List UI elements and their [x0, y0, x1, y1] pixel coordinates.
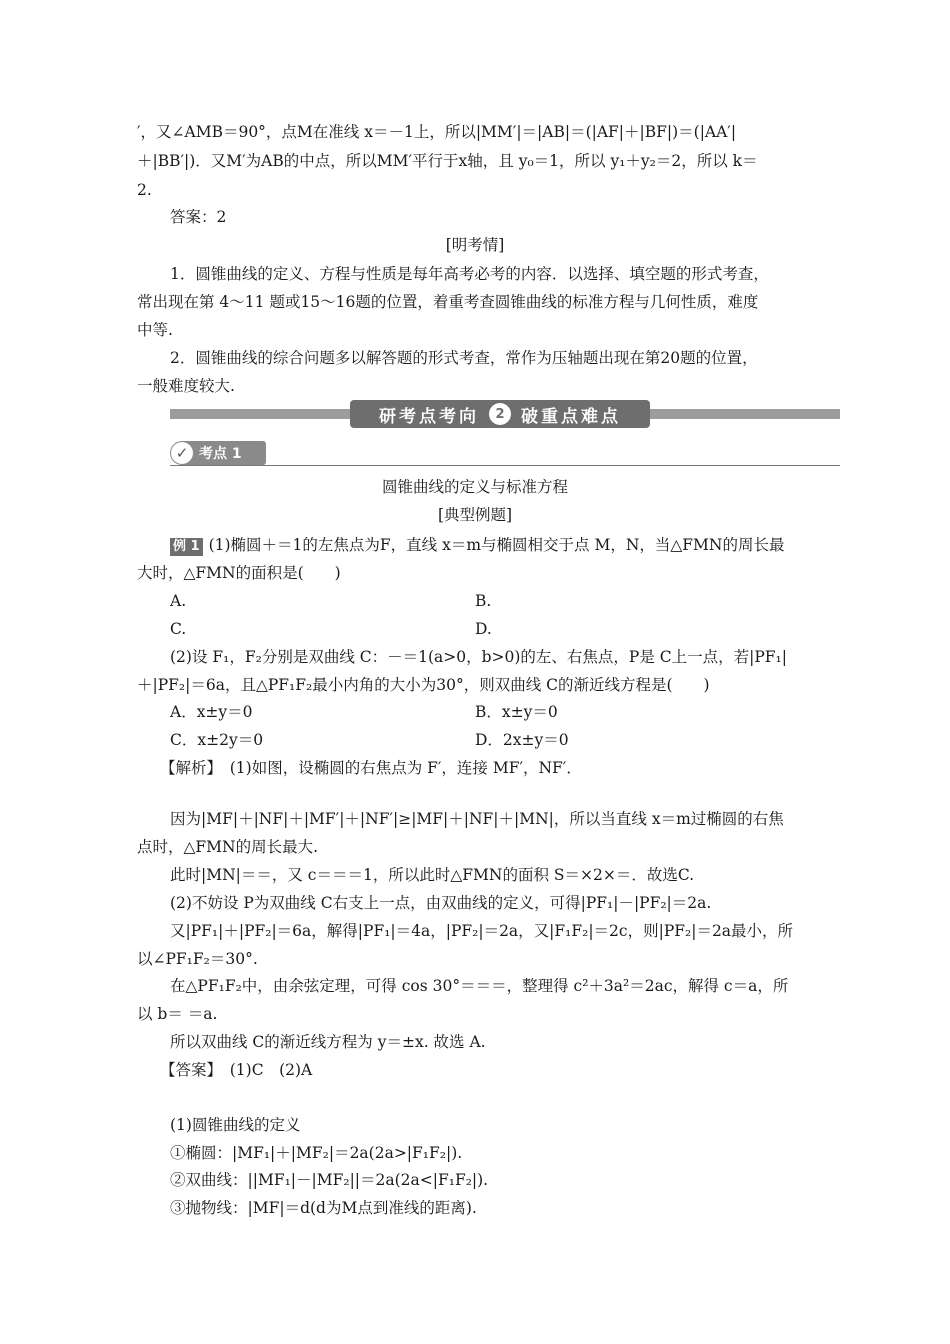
banner-left-text: 研考点考向: [379, 406, 479, 427]
text-line: 中等.: [137, 321, 173, 339]
text-line: 常出现在第 4～11 题或15～16题的位置，着重考查圆锥曲线的标准方程与几何性质，难度: [137, 293, 759, 311]
text-line: 以∠PF₁F₂＝30°.: [137, 950, 258, 968]
analysis-line: 【解析】 (1)如图，设椭圆的右焦点为 F′，连接 MF′，NF′．: [160, 759, 582, 777]
text-line: ①椭圆：|MF₁|＋|MF₂|＝2a(2a>|F₁F₂|).: [170, 1144, 463, 1162]
banner-right-text: 破重点难点: [521, 406, 621, 427]
option-b: B.: [475, 592, 492, 610]
text-line: 以 b＝ ＝a.: [137, 1005, 218, 1023]
kaodian-header: [170, 441, 840, 467]
subsection-heading: [典型例题]: [437, 506, 513, 524]
kaodian-label: 考点 1: [199, 446, 242, 462]
answer-line: 答案：2: [170, 208, 227, 226]
text-line: 此时|MN|＝＝，又 c＝＝＝1，所以此时△FMN的面积 S＝×2×＝．故选C.: [170, 866, 695, 884]
topic-title: 圆锥曲线的定义与标准方程: [381, 478, 568, 496]
kaodian-tag: [170, 441, 266, 465]
check-icon: ✓: [171, 442, 193, 464]
text-line: 因为|MF|＋|NF|＋|MF′|＋|NF′|≥|MF|＋|NF|＋|MN|，所以当直线 x＝m过椭圆的右焦: [170, 810, 784, 828]
text-line: (1)圆锥曲线的定义: [170, 1116, 301, 1134]
text-line: ＋|PF₂|＝6a，且△PF₁F₂最小内角的大小为30°，则双曲线 C的渐近线方程是( ): [137, 676, 710, 694]
text-line: ③抛物线：|MF|＝d(d为M点到准线的距离).: [170, 1199, 477, 1217]
text-line: (2)设 F₁，F₂分别是双曲线 C：－＝1(a>0，b>0)的左、右焦点，P是 C上一点，若|PF₁|: [170, 648, 787, 666]
text-line: 2．圆锥曲线的综合问题多以解答题的形式考查，常作为压轴题出现在第20题的位置，: [170, 349, 758, 367]
text-line: 所以双曲线 C的渐近线方程为 y＝±x. 故选 A.: [170, 1033, 486, 1051]
text-line: 2.: [137, 181, 152, 199]
section-banner: [170, 400, 840, 430]
text-line: 一般难度较大.: [137, 377, 235, 395]
option-b: B．x±y＝0: [475, 703, 558, 721]
example-text: (1)椭圆＋＝1的左焦点为F，直线 x＝m与椭圆相交于点 M，N，当△FMN的周长最: [208, 536, 785, 554]
option-d: D．2x±y＝0: [475, 731, 569, 749]
example-line: [170, 535, 785, 556]
banner-pill: [350, 400, 650, 428]
text-line: 点时，△FMN的周长最大.: [137, 838, 319, 856]
text-line: (2)不妨设 P为双曲线 C右支上一点，由双曲线的定义，可得|PF₁|－|PF₂|＝2a.: [170, 894, 712, 912]
answer-line: 【答案】 (1)C (2)A: [160, 1061, 313, 1079]
text-line: ′，又∠AMB＝90°，点M在准线 x＝－1上，所以|MM′|＝|AB|＝(|AF|＋|BF|)＝(|AA′|: [137, 123, 737, 141]
text-line: 又|PF₁|＋|PF₂|＝6a，解得|PF₁|＝4a，|PF₂|＝2a，又|F₁F₂|＝2c，则|PF₂|＝2a最小，所: [170, 922, 794, 940]
banner-number-icon: 2: [489, 403, 511, 425]
text-line: 大时，△FMN的面积是( ): [137, 564, 341, 582]
option-c: C．x±2y＝0: [170, 731, 264, 749]
example-tag: 例 1: [170, 538, 203, 556]
kaodian-rule: [170, 465, 840, 466]
option-a: A.: [170, 592, 187, 610]
text-line: 在△PF₁F₂中，由余弦定理，可得 cos 30°＝＝＝，整理得 c²＋3a²＝2ac，解得 c＝a，所: [170, 977, 789, 995]
text-line: 1．圆锥曲线的定义、方程与性质是每年高考必考的内容．以选择、填空题的形式考查，: [170, 265, 769, 283]
option-d: D.: [475, 620, 492, 638]
option-a: A．x±y＝0: [170, 703, 253, 721]
text-line: ＋|BB′|)．又M′为AB的中点，所以MM′平行于x轴，且 y₀＝1，所以 y₁＋y₂＝2，所以 k＝: [137, 152, 758, 170]
section-heading: [明考情]: [445, 236, 505, 254]
option-c: C.: [170, 620, 187, 638]
text-line: ②双曲线：||MF₁|－|MF₂||＝2a(2a<|F₁F₂|).: [170, 1171, 489, 1189]
